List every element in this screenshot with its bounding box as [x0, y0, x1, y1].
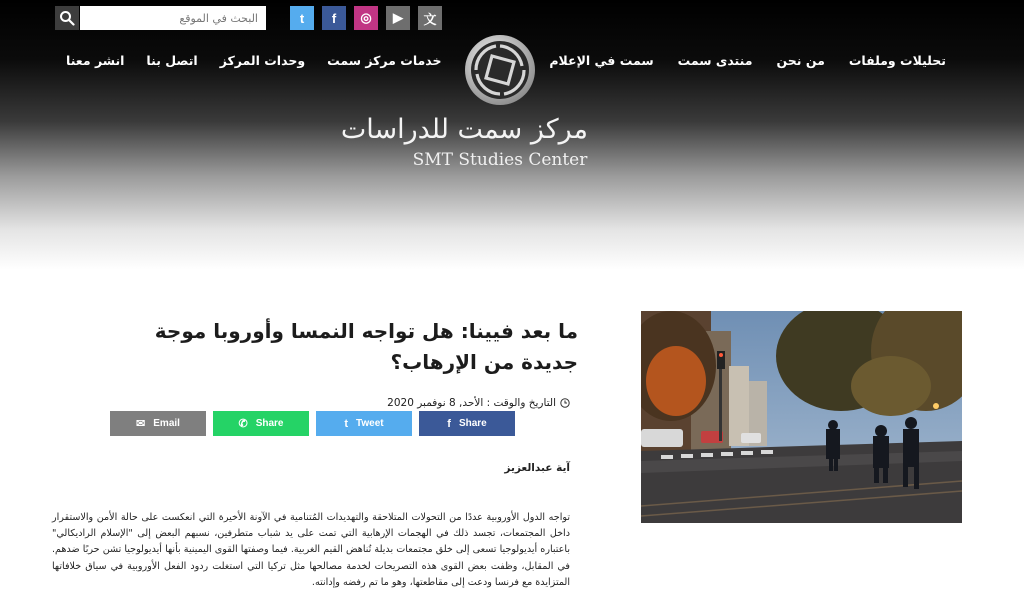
nav-smt-forum[interactable]: منتدى سمت — [677, 53, 753, 68]
logo-english-text: SMT Studies Center — [412, 150, 588, 170]
search-input[interactable] — [80, 6, 266, 30]
nav-center-units[interactable]: وحدات المركز — [219, 53, 306, 68]
twitter-share-button[interactable] — [316, 411, 412, 436]
share-button-label: Share — [458, 418, 487, 429]
article-date-text: التاريخ والوقت : الأحد, 8 نوفمبر 2020 — [387, 397, 556, 409]
translate-icon[interactable]: 文 — [418, 6, 442, 30]
nav-about-us[interactable]: من نحن — [776, 53, 825, 68]
article-title: ما بعد فيينا: هل تواجه النمسا وأوروبا موجة جديدة من الإرهاب؟ — [154, 319, 578, 374]
share-button-label: Tweet — [356, 418, 384, 429]
article-body: تواجه الدول الأوروبية عددًا من التحولات المتلاحقة والتهديدات المُتنامية في الآونة الأخيرة التي انعكست على حالة الأمن والاستقرار داخل المجتمعات، تجسد ذلك في الهجمات الإرهابية التي تمت على يد شباب متطرفين، نسبهم البعض إلى "الإسلام الراديكالي" باعتباره أيديولوجيا تسعى إلى خلق مجتمعات بديلة تُناهض القيم الغربية. فيما وصفتها القوى اليمينية بأنها أيديولوجيا تشن حربًا ضدهم. في المقابل، وظفت بعض القوى هذه التصريحات لخدمة مصالحها مثل تركيا التي استغلت ردود الفعل الأوروبية في سياق خلافاتها المتزايدة مع فرنسا ودعت إلى مقاطعتها، وهو ما تم رفضه وإدانته. — [52, 512, 570, 588]
youtube-icon[interactable]: ▶ — [386, 6, 410, 30]
share-buttons — [110, 411, 515, 436]
whatsapp-icon: ✆ — [238, 418, 248, 430]
article-image — [641, 311, 962, 523]
nav-smt-in-media[interactable]: سمت في الإعلام — [549, 53, 654, 68]
clock-icon — [560, 398, 570, 408]
main-nav-right — [549, 53, 946, 68]
main-nav-left — [66, 53, 442, 68]
share-button-label: Email — [153, 418, 180, 429]
facebook-icon[interactable]: f — [322, 6, 346, 30]
nav-contact-us[interactable]: اتصل بنا — [146, 53, 198, 68]
email-share-button[interactable] — [110, 411, 206, 436]
search-icon — [59, 10, 75, 26]
logo-arabic-text: مركز سمت للدراسات — [340, 114, 588, 145]
facebook-icon: f — [447, 417, 451, 430]
article-author: آية عبدالعزيز — [504, 462, 570, 474]
nav-analysis-files[interactable]: تحليلات وملفات — [848, 53, 946, 68]
twitter-icon[interactable]: t — [290, 6, 314, 30]
twitter-icon: t — [344, 417, 349, 430]
search-button[interactable] — [55, 6, 79, 30]
social-links — [290, 6, 442, 30]
logo-emblem[interactable] — [462, 32, 538, 108]
whatsapp-share-button[interactable] — [213, 411, 309, 436]
email-icon: ✉ — [136, 418, 146, 430]
facebook-share-button[interactable] — [419, 411, 515, 436]
article-date — [387, 397, 570, 409]
instagram-icon[interactable]: ◎ — [354, 6, 378, 30]
share-button-label: Share — [255, 418, 284, 429]
nav-publish-with-us[interactable]: انشر معنا — [66, 53, 125, 68]
nav-center-services[interactable]: خدمات مركز سمت — [327, 53, 442, 68]
